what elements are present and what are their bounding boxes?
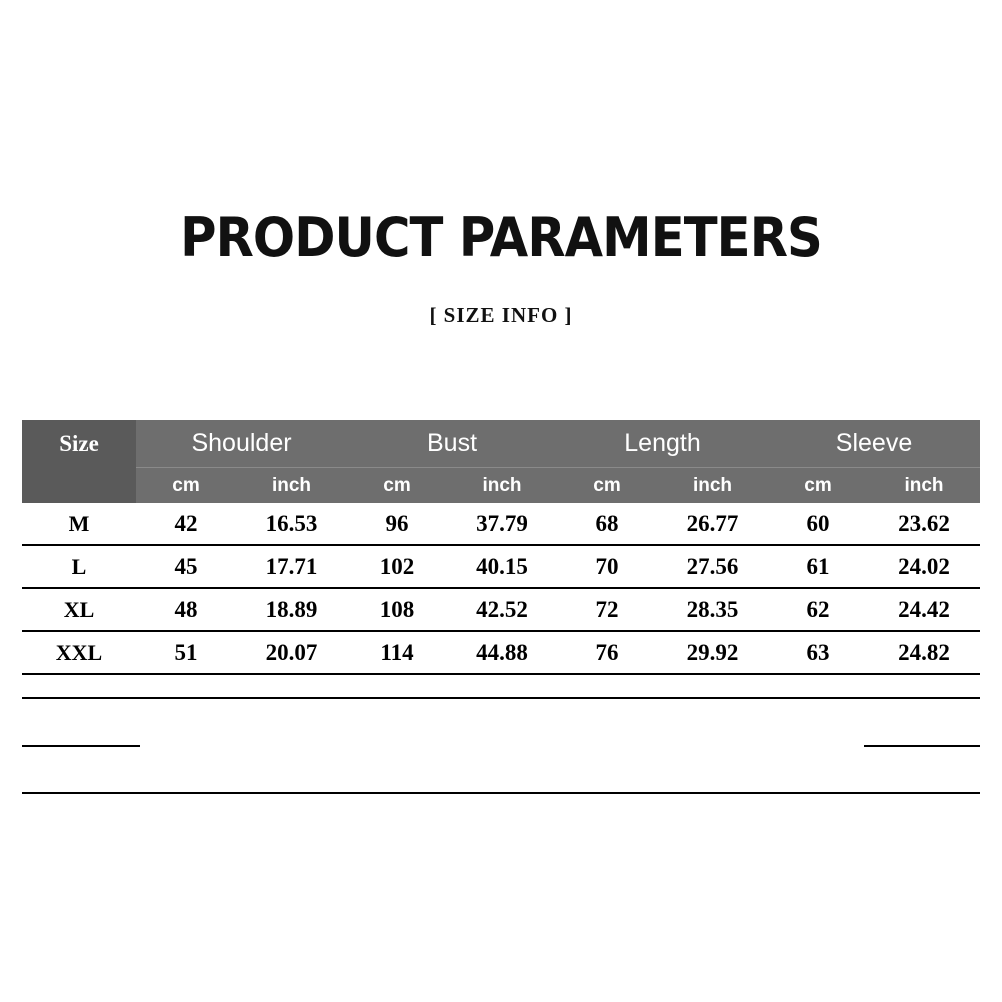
cell-length-cm: 68 [557, 503, 657, 545]
cell-bust-cm: 108 [347, 588, 447, 631]
header-unit-sleeve-cm: cm [768, 468, 868, 504]
cell-shoulder-inch: 18.89 [236, 588, 347, 631]
cell-shoulder-cm: 45 [136, 545, 236, 588]
table-row [22, 503, 980, 545]
divider-line-right-stub [864, 745, 980, 747]
cell-size: L [22, 545, 136, 588]
cell-shoulder-inch: 17.71 [236, 545, 347, 588]
cell-shoulder-inch: 20.07 [236, 631, 347, 674]
cell-sleeve-inch: 24.42 [868, 588, 980, 631]
cell-bust-inch: 40.15 [447, 545, 557, 588]
size-chart-table [22, 420, 980, 675]
cell-sleeve-cm: 61 [768, 545, 868, 588]
cell-bust-cm: 102 [347, 545, 447, 588]
table-row [22, 545, 980, 588]
cell-sleeve-inch: 24.02 [868, 545, 980, 588]
header-unit-bust-inch: inch [447, 468, 557, 504]
cell-sleeve-cm: 60 [768, 503, 868, 545]
cell-length-inch: 26.77 [657, 503, 768, 545]
header-unit-sleeve-inch: inch [868, 468, 980, 504]
cell-bust-inch: 37.79 [447, 503, 557, 545]
header-group-bust: Bust [347, 420, 557, 468]
table-header-unit-row [22, 468, 980, 504]
header-size-label: Size [22, 420, 136, 468]
header-unit-length-cm: cm [557, 468, 657, 504]
cell-sleeve-cm: 63 [768, 631, 868, 674]
page-subtitle: [ SIZE INFO ] [429, 303, 573, 327]
cell-bust-inch: 42.52 [447, 588, 557, 631]
cell-length-cm: 72 [557, 588, 657, 631]
header-unit-shoulder-inch: inch [236, 468, 347, 504]
cell-shoulder-inch: 16.53 [236, 503, 347, 545]
header-unit-bust-cm: cm [347, 468, 447, 504]
cell-bust-cm: 96 [347, 503, 447, 545]
divider-line-1 [22, 697, 980, 699]
cell-size: XXL [22, 631, 136, 674]
cell-bust-cm: 114 [347, 631, 447, 674]
table-row [22, 588, 980, 631]
table-row [22, 631, 980, 674]
header-group-sleeve: Sleeve [768, 420, 980, 468]
cell-length-cm: 76 [557, 631, 657, 674]
header-size-spacer [22, 468, 136, 504]
cell-length-inch: 29.92 [657, 631, 768, 674]
divider-line-2 [22, 792, 980, 794]
cell-length-inch: 27.56 [657, 545, 768, 588]
cell-length-inch: 28.35 [657, 588, 768, 631]
page-title: PRODUCT PARAMETERS [180, 206, 822, 269]
cell-size: XL [22, 588, 136, 631]
cell-size: M [22, 503, 136, 545]
header-unit-length-inch: inch [657, 468, 768, 504]
header-unit-shoulder-cm: cm [136, 468, 236, 504]
cell-shoulder-cm: 51 [136, 631, 236, 674]
cell-shoulder-cm: 42 [136, 503, 236, 545]
table-header-group-row [22, 420, 980, 468]
header-group-shoulder: Shoulder [136, 420, 347, 468]
cell-sleeve-inch: 23.62 [868, 503, 980, 545]
cell-sleeve-cm: 62 [768, 588, 868, 631]
cell-bust-inch: 44.88 [447, 631, 557, 674]
header-group-length: Length [557, 420, 768, 468]
cell-shoulder-cm: 48 [136, 588, 236, 631]
cell-sleeve-inch: 24.82 [868, 631, 980, 674]
divider-line-left-stub [22, 745, 140, 747]
cell-length-cm: 70 [557, 545, 657, 588]
